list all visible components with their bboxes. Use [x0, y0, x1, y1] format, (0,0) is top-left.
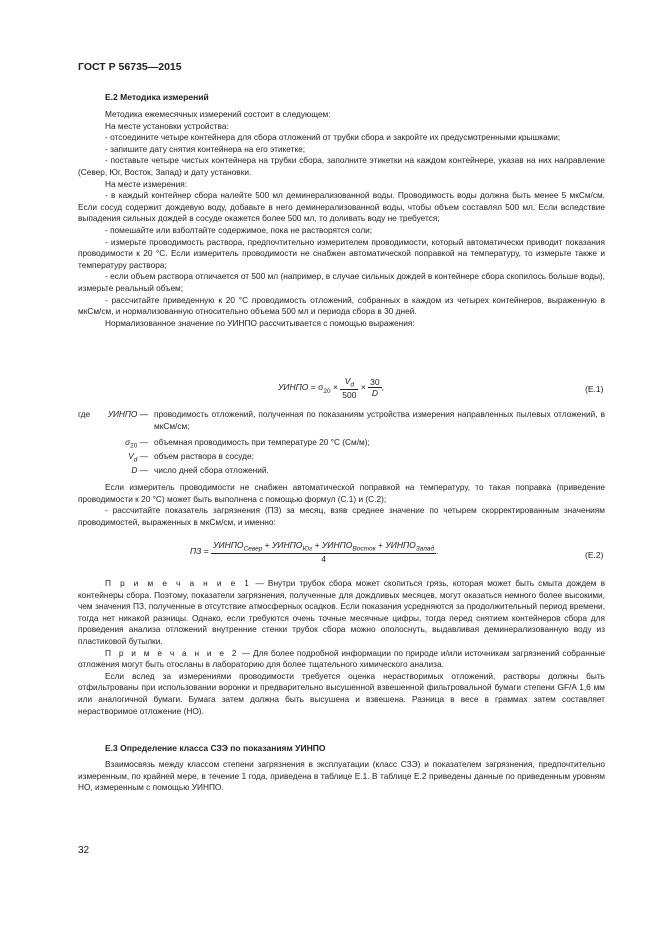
def-dash: —: [137, 451, 148, 461]
paragraph: На месте измерения:: [105, 178, 188, 189]
list-item: - рассчитайте приведенную к 20 °С проводимость отложений, собранных в каждом из четырех контейнеров, выраженную в мкСм/см, и нормализованную относительно объема 500 мл и периода сбора в 30 дней.: [78, 294, 605, 317]
paragraph: Методика ежемесячных измерений состоит в следующем:: [105, 109, 331, 119]
paragraph: Если вслед за измерениями проводимости требуется оценка нерастворимых отложений, растворы должны быть отфильтрованы при использовании воронки и предварительно высушенной взвешенной фильтровальной бумаги степени GF/A 1,6 мм или аналогичной бумаги. Бумага затем должна быть высушена и взвешена. Разница в весе в граммах затем составляет нерастворимое отложение (НО).: [78, 670, 605, 716]
list-item: - если объем раствора отличается от 500 мл (например, в случае сильных дождей в контейнере сбора скопилось больше воды), измерьте реальный объем;: [78, 271, 605, 293]
formula-lhs: УИНПО: [278, 382, 309, 393]
formula-times2: ×: [358, 382, 369, 393]
sub-east: Восток: [352, 545, 376, 553]
formula-e1-number: (Е.1): [585, 384, 604, 394]
note-2: [78, 648, 605, 671]
term-east: УИНПО: [321, 540, 353, 550]
def-text: объемная проводимость при температуре 20 °С (См/м);: [154, 437, 370, 447]
plus: +: [262, 540, 272, 550]
formula-e2: [190, 540, 438, 564]
def-text: проводимость отложений, полученная по показаниям устройства измерения направленных пылевых отложений, в мкСм/см;: [154, 409, 605, 431]
def-text: объем раствора в сосуде;: [154, 451, 254, 461]
list-item: - поставьте четыре чистых контейнера на трубки сбора, заполните этикетки на каждом контейнере, указав на них направление (Север, Юг, Восток, Запад) и дату установки.: [78, 155, 605, 177]
correction-block: [78, 482, 605, 528]
note-label: П р и м е ч а н и е 1: [105, 578, 252, 588]
paragraph: Взаимосвязь между классом степени загрязнения в эксплуатации (класс СЗЭ) и показателем загрязнения, предпочтительно измеренным, по крайней мере, в течение 1 года, приведена в таблице Е.1. В таблице Е.2 приведены данные по приведенным уровням НО, измеренным с помощью УИНПО.: [78, 759, 605, 793]
def-dash: —: [137, 465, 148, 475]
sub-west: Запад: [415, 545, 435, 553]
fraction-average: [211, 540, 439, 564]
standard-header: ГОСТ Р 56735—2015: [78, 61, 182, 73]
list-item: - измерьте проводимость раствора, предпочтительно измерителем проводимости, который автоматически приводит показания проводимости к 20 °С. Если измеритель проводимости не снабжен автоматической поправкой на температуру, то измерьте также и температуру раствора;: [78, 236, 605, 270]
formula-sub: 20: [323, 387, 331, 395]
formula-30: 30: [370, 377, 380, 388]
formula-e1: [278, 376, 384, 400]
list-item: - помешайте или взболтайте содержимое, пока не растворятся соли;: [105, 224, 373, 235]
paragraph: На месте установки устройства:: [105, 120, 229, 131]
formula-500: 500: [342, 389, 357, 400]
def-sub: d: [133, 456, 138, 464]
def-symbol: УИНПО —: [107, 409, 148, 419]
def-symbol: σ: [125, 437, 131, 447]
formula-tail: .: [436, 546, 439, 557]
fraction-days: [368, 377, 381, 398]
def-sub: 20: [130, 442, 138, 450]
plus: +: [312, 540, 322, 550]
term-north: УИНПО: [213, 540, 244, 550]
formula-vsub: d: [350, 381, 355, 389]
formula-d: D: [371, 388, 378, 399]
fraction-volume: [340, 376, 358, 400]
section-e2-heading: Е.2 Методика измерений: [105, 92, 209, 102]
formula-e2-number: (Е.2): [585, 550, 604, 560]
def-text: число дней сбора отложений.: [154, 465, 269, 475]
formula-lhs: ПЗ: [190, 546, 202, 557]
plus: +: [375, 540, 386, 550]
section-e2-steps: [78, 109, 605, 329]
def-symbol: D: [131, 465, 138, 475]
page-number: 32: [78, 845, 90, 856]
formula-times: ×: [330, 382, 341, 393]
sub-north: Север: [243, 545, 263, 553]
list-item: - рассчитайте показатель загрязнения (ПЗ) за месяц, взяв среднее значение по четырем скорректированным значениям проводимостей, выраженных в мкСм/см, и именно:: [78, 505, 605, 527]
sub-south: Юг: [302, 545, 313, 553]
list-item: - в каждый контейнер сбора налейте 500 мл деминерализованной воды. Проводимость воды должна быть менее 5 мкСм/см. Если сосуд содержит дождевую воду, добавьте в него деминерализованной воды, чтобы объем составлял 500 мл. Если вследствие выпадения сильных дождей в сосуде окажется более 500 мл, то доливать воду не требуется;: [78, 190, 605, 224]
section-e3-body: [78, 759, 605, 794]
paragraph: Если измеритель проводимости не снабжен автоматической поправкой на температуру, то такая поправка (приведение проводимости к 20 °С) может быть выполнена с помощью формул (С.1) и (С.2);: [78, 482, 605, 504]
formula-eq: = σ: [308, 382, 324, 393]
term-west: УИНПО: [385, 540, 416, 550]
formula-eq: =: [201, 546, 212, 557]
def-dash: —: [137, 437, 148, 447]
def-symbol: V: [128, 451, 134, 461]
note-text: — Для более подробной информации по природе и/или источникам загрязнений собранные отложения могут быть отосланы в лабораторию для более тщательного химического анализа.: [78, 647, 606, 670]
note-label: П р и м е ч а н и е 2: [105, 647, 239, 658]
note-text: — Внутри трубок сбора может скопиться грязь, которая может быть смыта дождем в контейнеры сбора. Поэтому, показатели загрязнения, полученные для дождливых месяцев, могут оказаться немного более высокими, чем значения ПЗ, полученные в отсутствие атмосферных осадков. Если показания усредняются за продолжительный период времени, тогда нет никакой разницы. Однако, если требуются очень точные месячные цифры, тогда перед снятием контейнеров сбора для проведения анализа отложений внутренние стенки трубок сбора можно ополоснуть, выдавливая деминерализованную воду из пластиковой бутылки.: [78, 578, 605, 646]
list-item: - отсоедините четыре контейнера для сбора отложений от трубки сбора и закройте их предусмотренными крышками;: [105, 132, 561, 143]
term-south: УИНПО: [272, 540, 303, 550]
formula-v: V: [344, 376, 351, 386]
list-item: - запишите дату снятия контейнера на его этикетке;: [105, 143, 306, 154]
where-word: где: [78, 409, 91, 419]
section-e3-heading: Е.3 Определение класса СЗЭ по показаниям УИНПО: [105, 743, 326, 753]
definitions-list: [78, 409, 605, 477]
formula-tail: ,: [381, 382, 385, 393]
note-1: [78, 578, 605, 648]
formula-den: 4: [321, 553, 326, 564]
notes-block: [78, 578, 605, 717]
paragraph: Нормализованное значение по УИНПО рассчитывается с помощью выражения:: [105, 317, 415, 328]
